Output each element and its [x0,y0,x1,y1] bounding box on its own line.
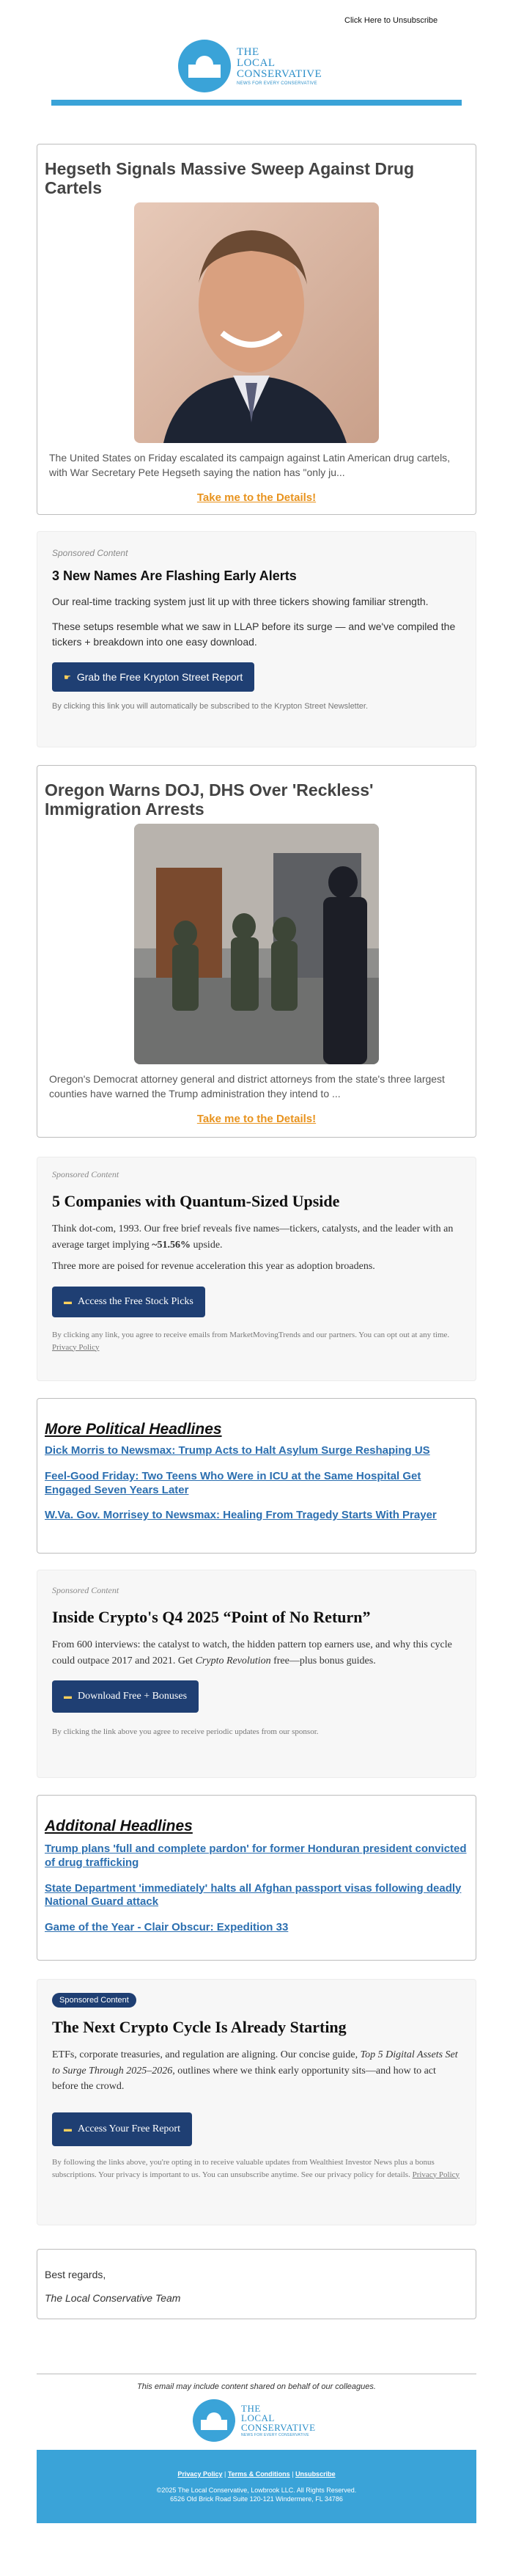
logo-line-3: CONSERVATIVE [241,2422,316,2433]
headline-link[interactable]: State Department 'immediately' halts all Afghan passport visas following deadly National Guard attack [45,1881,462,1909]
disclaimer-text: By clicking any link, you agree to receive emails from MarketMovingTrends and our partners. You can opt out at any time. [52,1331,450,1340]
article-title[interactable]: Hegseth Signals Massive Sweep Against Drug Cartels [45,159,415,198]
logo-line-2: LOCAL [237,56,276,69]
headline-link[interactable]: Trump plans 'full and complete pardon' for former Honduran president convicted of drug trafficking [45,1843,467,1869]
additional-headlines-card [37,1795,476,1961]
footer-bar [37,2450,476,2523]
footer-separator: | [224,2470,226,2478]
article-cta-link[interactable]: Take me to the Details! [196,491,317,505]
arrow-icon: ▬ [64,2125,72,2134]
paragraph-text: free—plus bonus guides. [270,1655,376,1666]
sponsored-label: Sponsored Content [52,1585,119,1595]
button-label: Download Free + Bonuses [78,1691,188,1702]
header-logo[interactable] [178,38,341,94]
button-label: Grab the Free Krypton Street Report [76,671,243,684]
sponsored-label: Sponsored Content [52,1169,119,1179]
article-summary: Oregon's Democrat attorney general and district attorneys from the state's three largest counties have warned the Trump administration they intend to ... [49,1072,445,1100]
footer-terms-link[interactable]: Terms & Conditions [227,2470,290,2478]
download-bonuses-button[interactable] [52,1680,199,1713]
section-title: More Political Headlines [45,1421,222,1438]
sponsored-paragraph: Our real-time tracking system just lit up with three tickers showing familiar strength. [52,596,429,607]
sponsored-paragraph [52,1637,461,1669]
headline-link[interactable]: W.Va. Gov. Morrisey to Newsmax: Healing From Tragedy Starts With Prayer [45,1509,437,1522]
header-divider [51,100,462,106]
arrow-icon: ▬ [64,1692,72,1702]
paragraph-text: upside. [190,1239,223,1251]
free-report-button[interactable] [52,2112,192,2146]
political-headlines-card [37,1398,476,1554]
footer-address: 6526 Old Brick Road Suite 120-121 Windermere, FL 34786 [170,2495,343,2503]
guide-title: Crypto Revolution [195,1655,271,1666]
guide-title: Top 5 Digital Assets Set to Surge Through 2025–2026 [52,2049,458,2076]
disclaimer-text: By following the links above, you're opting in to receive valuable updates from Wealthiest Investor News plus a bonus subscriptions. Your privacy is important to us. You can unsubscribe anytime. See our privacy policy for details. [52,2158,435,2179]
sponsored-disclaimer: By clicking the link above you agree to receive periodic updates from our sponsor. [52,1727,319,1737]
button-label: Access Your Free Report [78,2123,180,2135]
footer-note: This email may include content shared on behalf of our colleagues. [137,2382,376,2391]
logo-line-2: LOCAL [241,2412,275,2423]
footer-privacy-link[interactable]: Privacy Policy [177,2470,223,2478]
capitol-logo-icon [193,2399,235,2442]
headline-link[interactable]: Game of the Year - Clair Obscur: Expedition 33 [45,1921,289,1933]
sponsored-card-3 [37,1570,476,1778]
section-title: Additonal Headlines [45,1818,193,1834]
sponsored-card-1 [37,531,476,747]
sponsored-card-2 [37,1157,476,1381]
signoff-team: The Local Conservative Team [45,2292,181,2304]
sponsored-paragraph [52,2047,461,2095]
sponsored-card-4 [37,1979,476,2225]
logo-line-1: THE [237,45,259,58]
article-card-2 [37,765,476,1138]
signoff-card [37,2249,476,2319]
signoff-regards: Best regards, [45,2269,106,2280]
footer-links [37,2470,476,2478]
hand-pointer-icon: ☛ [64,673,71,682]
headline-link[interactable]: Feel-Good Friday: Two Teens Who Were in ICU at the Same Hospital Get Engaged Seven Years Later [45,1469,421,1496]
paragraph-text: ETFs, corporate treasuries, and regulation are aligning. Our concise guide, [52,2049,361,2060]
footer-copyright: ©2025 The Local Conservative, Lowbrook LLC. All Rights Reserved. [156,2487,357,2494]
logo-line-3: CONSERVATIVE [237,67,322,80]
article-photo-arrest[interactable] [134,824,379,1064]
button-label: Access the Free Stock Picks [78,1296,193,1308]
sponsored-label: Sponsored Content [52,548,128,558]
paragraph-text: , outlines where we think early opportunity sits—and how to act before the crowd. [52,2065,436,2093]
sponsored-disclaimer [52,1329,461,1353]
article-card-1 [37,144,476,515]
privacy-policy-link[interactable]: Privacy Policy [52,1342,100,1352]
footer-separator: | [292,2470,294,2478]
sponsored-title: Inside Crypto's Q4 2025 “Point of No Return” [52,1608,371,1626]
sponsored-badge: Sponsored Content [52,1993,136,2008]
logo-tagline: NEWS FOR EVERY CONSERVATIVE [241,2433,309,2437]
logo-tagline: NEWS FOR EVERY CONSERVATIVE [237,81,317,86]
headline-link[interactable]: Dick Morris to Newsmax: Trump Acts to Halt Asylum Surge Reshaping US [45,1444,430,1457]
sponsored-paragraph: These setups resemble what we saw in LLAP before its surge — and we've compiled the tickers + breakdown into one easy download. [52,620,456,648]
sponsored-paragraph: Three more are poised for revenue acceleration this year as adoption broadens. [52,1261,375,1273]
paragraph-text: Think dot-com, 1993. Our free brief reveals five names—tickers, catalysts, and the leader with an average target implying [52,1223,454,1251]
stock-picks-button[interactable] [52,1287,205,1317]
privacy-policy-link[interactable]: Privacy Policy [412,2170,460,2179]
logo-line-1: THE [241,2403,261,2414]
article-photo-hegseth[interactable] [134,202,379,443]
capitol-logo-icon [178,40,231,92]
footer-unsubscribe-link[interactable]: Unsubscribe [295,2470,336,2478]
unsubscribe-link[interactable]: Click Here to Unsubscribe [344,16,438,25]
sponsored-disclaimer: By clicking this link you will automatically be subscribed to the Krypton Street Newsletter. [52,702,369,711]
sponsored-title: 5 Companies with Quantum-Sized Upside [52,1192,340,1210]
krypton-report-button[interactable] [52,662,254,692]
article-summary: The United States on Friday escalated its campaign against Latin American drug cartels, with War Secretary Pete Hegseth saying the nation has "only ju... [49,451,451,479]
sponsored-title: The Next Crypto Cycle Is Already Starting [52,2018,347,2036]
paragraph-text: From 600 interviews: the catalyst to watch, the hidden pattern top earners use, and why this cycle could outpace 2017 and 2021. Get [52,1639,452,1666]
article-title[interactable]: Oregon Warns DOJ, DHS Over 'Reckless' Immigration Arrests [45,780,374,819]
sponsored-title: 3 New Names Are Flashing Early Alerts [52,568,297,583]
sponsored-disclaimer [52,2156,461,2181]
footer-logo[interactable] [193,2397,332,2444]
arrow-icon: ▬ [64,1298,72,1307]
percent-highlight: ~51.56% [152,1239,191,1251]
article-cta-link[interactable]: Take me to the Details! [196,1113,317,1126]
sponsored-paragraph [52,1221,461,1253]
